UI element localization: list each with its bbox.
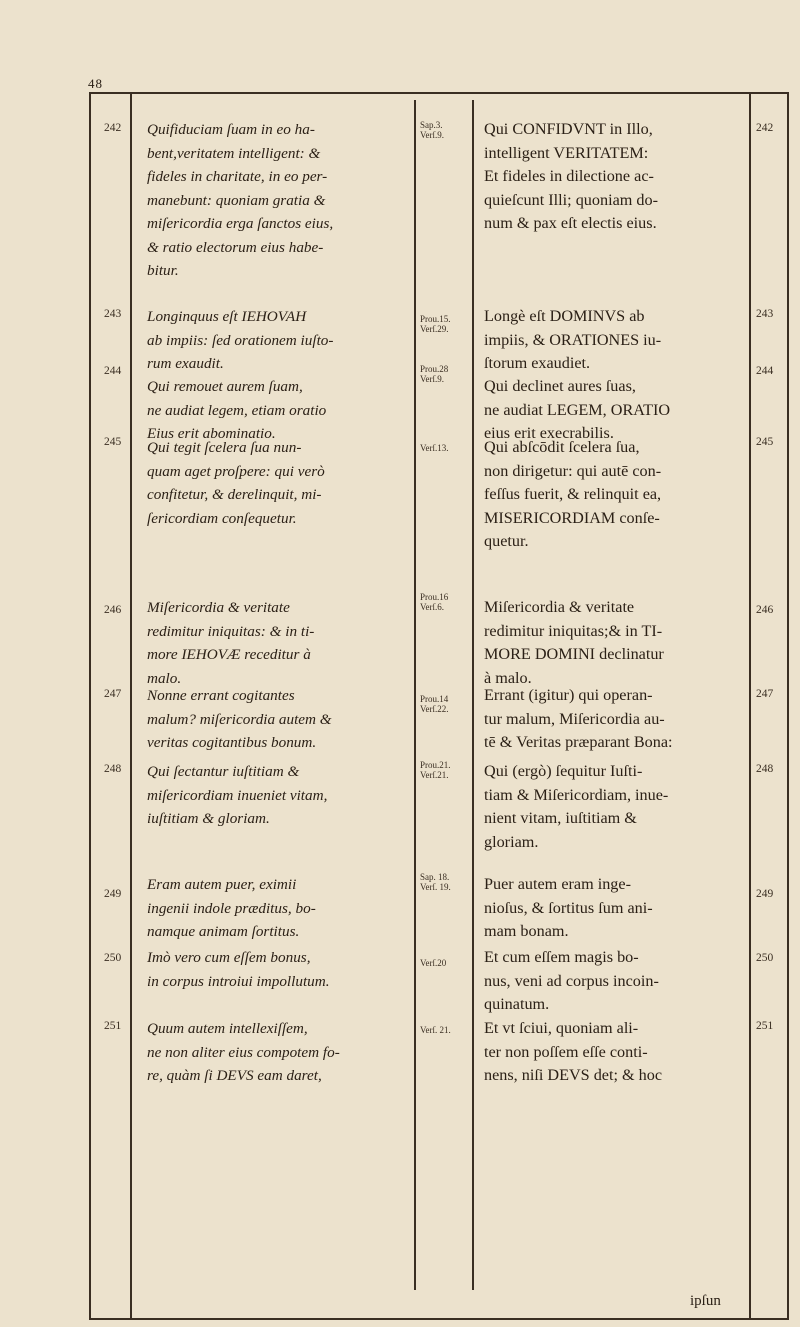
vernacular-verse: Puer autem eram inge- nioſus, & ſortitus ſum ani- mam bonam. (484, 875, 653, 940)
verse-number-left: 250 (104, 952, 122, 964)
vernacular-verse: Qui (ergò) ſequitur Iuſti- tiam & Miſericordiam, inue- nient vitam, iuſtitiam & gloriam. (484, 762, 669, 851)
verse-number-left: 243 (104, 308, 122, 320)
verse-number-right: 245 (756, 436, 774, 448)
vernacular-verse: Et vt ſciui, quoniam ali- ter non poſſem eſſe conti- nens, niſi DEVS det; & hoc (484, 1019, 663, 1084)
frame-left-inner (130, 92, 132, 1319)
verse-number-right: 251 (756, 1020, 774, 1032)
column-separator-right (472, 100, 474, 1290)
vernacular-verse: Qui declinet aures ſuas, ne audiat LEGEM, ORATIO eius erit execrabilis. (484, 377, 671, 442)
scripture-reference: Verſ.13. (420, 443, 449, 453)
verse-number-left: 251 (104, 1020, 122, 1032)
latin-verse: Miſericordia & veritate redimitur iniquitas: & in ti- more IEHOVÆ receditur à malo. (147, 599, 315, 687)
latin-verse: Eram autem puer, eximii ingenii indole præditus, bo- namque animam ſortitus. (147, 876, 316, 940)
vernacular-verse: Longè eſt DOMINVS ab impiis, & ORATIONES iu- ſtorum exaudiet. (484, 307, 662, 372)
scripture-reference: Prou.28 Verſ.9. (420, 364, 449, 384)
latin-verse: Imò vero cum eſſem bonus, in corpus introiui impollutum. (147, 949, 330, 990)
scripture-reference: Verſ. 21. (420, 1025, 451, 1035)
verse-number-left: 245 (104, 436, 122, 448)
scripture-reference: Prou.14 Verſ.22. (420, 694, 449, 714)
catchword: ipſun (690, 1293, 721, 1309)
column-separator-left (414, 100, 416, 1290)
verse-number-left: 248 (104, 763, 122, 775)
verse-number-left: 249 (104, 888, 122, 900)
page-number: 48 (88, 76, 103, 91)
verse-number-right: 247 (756, 688, 774, 700)
scripture-reference: Sap. 18. Verſ. 19. (420, 872, 451, 892)
frame-right-inner (749, 92, 751, 1319)
verse-number-right: 249 (756, 888, 774, 900)
scripture-reference: Prou.16 Verſ.6. (420, 592, 449, 612)
latin-verse: Quifiduciam ſuam in eo ha- bent,veritatem intelligent: & fideles in charitate, in eo per- manebunt: quoniam gratia & miſericordia erga ſanctos eius, & ratio electorum eius habe- bitur. (147, 121, 334, 279)
latin-verse: Qui tegit ſcelera ſua nun- quam aget proſpere: qui verò confitetur, & derelinquit, mi- ſericordiam conſequetur. (147, 439, 325, 527)
verse-number-right: 248 (756, 763, 774, 775)
vernacular-verse: Qui abſcōdit ſcelera ſua, non dirigetur: qui autē con- feſſus fuerit, & relinquit ea, MISERICORDIAM conſe- quetur. (484, 438, 662, 550)
verse-number-right: 243 (756, 308, 774, 320)
verse-number-right: 250 (756, 952, 774, 964)
frame-right-outer (787, 92, 789, 1319)
verse-number-left: 246 (104, 604, 122, 616)
verse-number-left: 247 (104, 688, 122, 700)
verse-number-right: 244 (756, 365, 774, 377)
frame-top-rule (89, 92, 789, 94)
verse-number-left: 242 (104, 122, 122, 134)
vernacular-verse: Miſericordia & veritate redimitur iniquitas;& in TI- MORE DOMINI declinatur à malo. (484, 598, 664, 687)
vernacular-verse: Qui CONFIDVNT in Illo, intelligent VERITATEM: Et fideles in dilectione ac- quieſcunt Illi; quoniam do- num & pax eſt electis eius. (484, 120, 658, 232)
latin-verse: Nonne errant cogitantes malum? miſericordia autem & veritas cogitantibus bonum. (147, 687, 332, 751)
scripture-reference: Sap.3. Verſ.9. (420, 120, 444, 140)
scripture-reference: Prou.15. Verſ.29. (420, 314, 451, 334)
scripture-reference: Prou.21. Verſ.21. (420, 760, 451, 780)
frame-bottom-rule (89, 1318, 789, 1320)
vernacular-verse: Et cum eſſem magis bo- nus, veni ad corpus incoin- quinatum. (484, 948, 659, 1013)
latin-verse: Longinquus eſt IEHOVAH ab impiis: ſed orationem iuſto- rum exaudit. (147, 308, 334, 372)
verse-number-right: 242 (756, 122, 774, 134)
frame-left-outer (89, 92, 91, 1319)
vernacular-verse: Errant (igitur) qui operan- tur malum, Miſericordia au- tē & Veritas præparant Bona: (484, 686, 673, 751)
latin-verse: Qui ſectantur iuſtitiam & miſericordiam inueniet vitam, iuſtitiam & gloriam. (147, 763, 328, 827)
latin-verse: Quum autem intellexiſſem, ne non aliter eius compotem fo- re, quàm ſi DEVS eam daret, (147, 1020, 340, 1084)
scripture-reference: Verſ.20 (420, 958, 447, 968)
verse-number-right: 246 (756, 604, 774, 616)
latin-verse: Qui remouet aurem ſuam, ne audiat legem, etiam oratio Eius erit abominatio. (147, 378, 327, 442)
verse-number-left: 244 (104, 365, 122, 377)
